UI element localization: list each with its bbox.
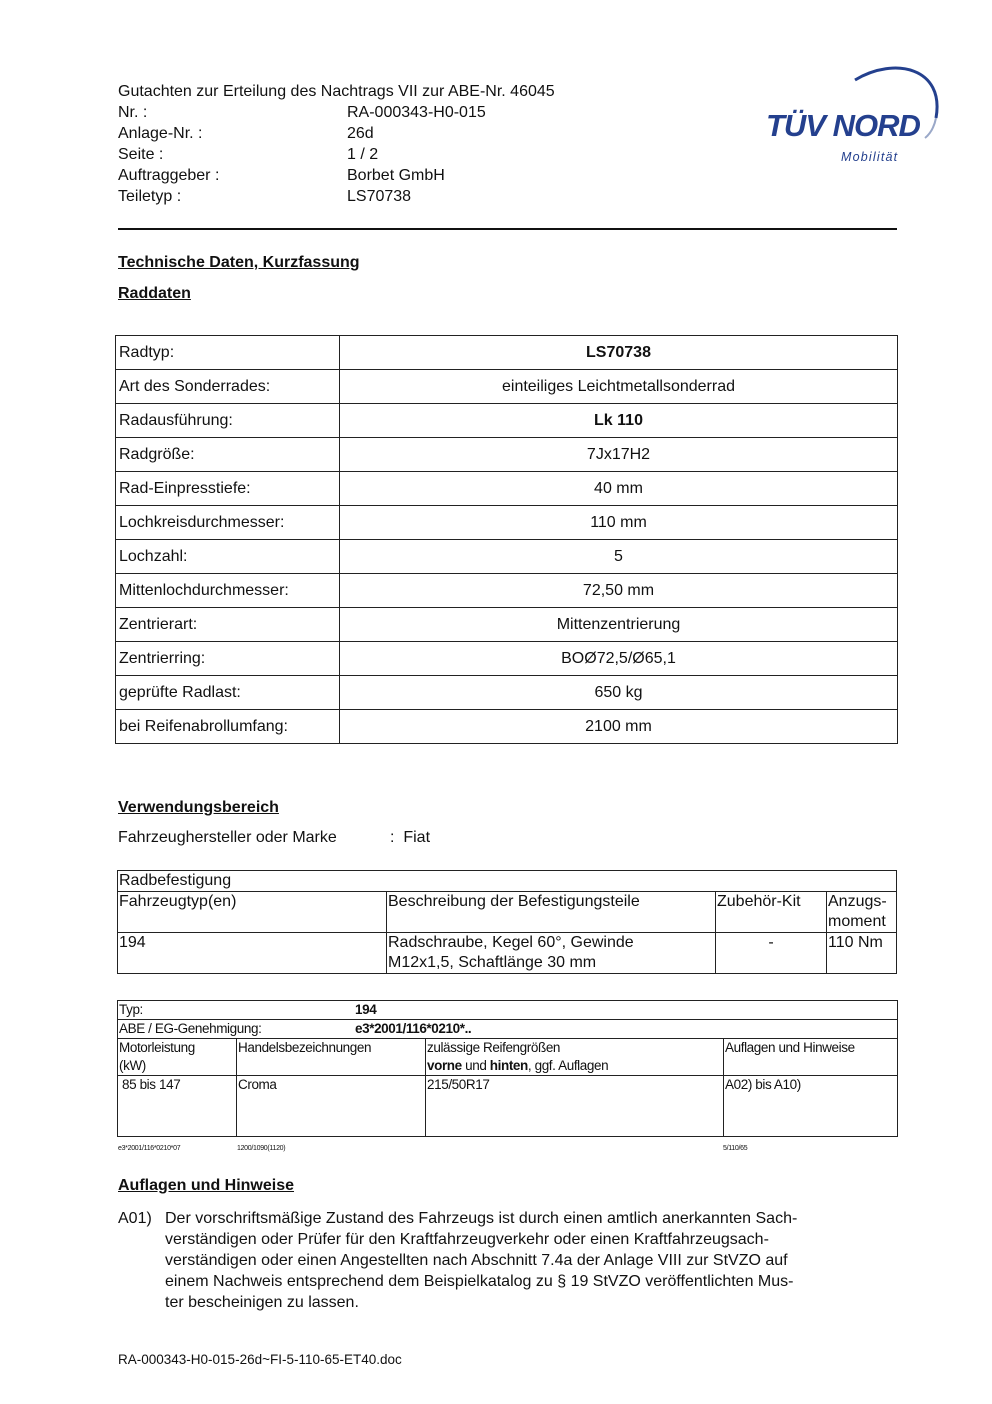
header-value: RA-000343-H0-015 — [347, 104, 486, 121]
table-cell-value: 5 — [340, 540, 898, 574]
header-value: 26d — [347, 125, 374, 142]
header-handelsbezeichnungen: Handelsbezeichnungen — [237, 1039, 426, 1076]
table-cell-value: 650 kg — [340, 676, 898, 710]
logo-wordmark: TÜV NORD — [766, 108, 920, 143]
note-code: A01) — [118, 1210, 152, 1227]
header-key: Seite : — [118, 146, 164, 163]
header-key: Nr. : — [118, 104, 148, 121]
table-cell-value: LS70738 — [340, 336, 898, 370]
text-vorne: vorne — [427, 1058, 462, 1073]
table-cell-key: Lochzahl: — [116, 540, 340, 574]
table-header-row — [118, 892, 897, 933]
header-divider — [118, 228, 897, 230]
text-hinten: hinten — [489, 1058, 528, 1073]
header-reifengroessen-line1: zulässige Reifengrößen — [427, 1040, 561, 1055]
cell-handelsbezeichnung: Croma — [237, 1076, 426, 1137]
table-cell-key: geprüfte Radlast: — [116, 676, 340, 710]
cell-fahrzeugtyp: 194 — [118, 933, 387, 974]
text-und: und — [461, 1058, 490, 1073]
table-row — [116, 676, 898, 710]
header-row-anlage — [118, 123, 678, 144]
table-cell-key: Radgröße: — [116, 438, 340, 472]
note-line: verständigen oder Prüfer für den Kraftfahrzeugverkehr oder einen Kraftfahrzeugsach- — [165, 1231, 769, 1248]
table-cell-key: Zentrierart: — [116, 608, 340, 642]
table-row — [116, 472, 898, 506]
table-cell-value: 40 mm — [340, 472, 898, 506]
typ-table — [117, 1000, 898, 1137]
table-row — [116, 336, 898, 370]
header-key: Auftraggeber : — [118, 167, 220, 184]
table-row — [118, 871, 897, 892]
header-motorleistung-line1: Motorleistung — [119, 1040, 195, 1055]
header-row-auftraggeber — [118, 165, 678, 186]
header-auflagen: Auflagen und Hinweise — [724, 1039, 898, 1076]
table-row — [116, 370, 898, 404]
manufacturer-label: Fahrzeughersteller oder Marke — [118, 829, 337, 846]
document-title: Gutachten zur Erteilung des Nachtrags VII zur ABE-Nr. 46045 — [118, 83, 555, 100]
table-row — [116, 404, 898, 438]
raddaten-table — [115, 335, 898, 744]
typ-footnote-left: e3*2001/116*0210*07 — [118, 1145, 181, 1152]
cell-anzugsmoment: 110 Nm — [827, 933, 897, 974]
table-cell-value: 2100 mm — [340, 710, 898, 744]
abe-label: ABE / EG-Genehmigung: — [119, 1021, 262, 1036]
section-heading-auflagen: Auflagen und Hinweise — [118, 1177, 295, 1194]
table-cell-value: Lk 110 — [340, 404, 898, 438]
tuv-nord-logo — [760, 58, 945, 173]
text-auflagen-hint: , ggf. Auflagen — [527, 1058, 609, 1073]
cell-beschreibung — [387, 933, 716, 974]
cell-motorleistung: 85 bis 147 — [118, 1076, 237, 1137]
table-row — [116, 540, 898, 574]
section-heading-verwendungsbereich: Verwendungsbereich — [118, 799, 279, 816]
typ-footnote-right: 5/110/65 — [723, 1145, 748, 1152]
section-heading-technische-daten: Technische Daten, Kurzfassung — [118, 254, 360, 271]
header-fahrzeugtyp: Fahrzeugtyp(en) — [118, 892, 387, 933]
table-cell-key: Radausführung: — [116, 404, 340, 438]
radbefestigung-table — [117, 870, 897, 974]
note-line: einem Nachweis entsprechend dem Beispielkatalog zu § 19 StVZO veröffentlichten Mus- — [165, 1273, 794, 1290]
table-cell-key: Radtyp: — [116, 336, 340, 370]
abe-cell — [118, 1020, 898, 1039]
table-row — [116, 710, 898, 744]
header-key: Teiletyp : — [118, 188, 182, 205]
table-cell-value: BOØ72,5/Ø65,1 — [340, 642, 898, 676]
manufacturer-line — [118, 827, 431, 848]
table-cell-key: Rad-Einpresstiefe: — [116, 472, 340, 506]
note-line: ter bescheinigen zu lassen. — [165, 1294, 359, 1311]
separator-colon: : — [390, 829, 395, 846]
typ-label: Typ: — [119, 1002, 143, 1017]
table-cell-key: Lochkreisdurchmesser: — [116, 506, 340, 540]
typ-header-row — [118, 1039, 898, 1076]
table-cell-key: Mittenlochdurchmesser: — [116, 574, 340, 608]
section-heading-raddaten: Raddaten — [118, 285, 191, 302]
typ-value: 194 — [355, 1002, 377, 1017]
cell-beschreibung-line1: Radschraube, Kegel 60°, Gewinde — [388, 934, 634, 951]
cell-beschreibung-line2: M12x1,5, Schaftlänge 30 mm — [388, 954, 597, 971]
document-filename: RA-000343-H0-015-26d~FI-5-110-65-ET40.doc — [118, 1352, 402, 1367]
table-row — [116, 642, 898, 676]
header-motorleistung — [118, 1039, 237, 1076]
table-title-cell: Radbefestigung — [118, 871, 897, 892]
table-cell-value: Mittenzentrierung — [340, 608, 898, 642]
cell-auflagen: A02) bis A10) — [724, 1076, 898, 1137]
header-anzugsmoment-line1: Anzugs- — [828, 893, 887, 910]
header-value: 1 / 2 — [347, 146, 379, 163]
table-row — [116, 574, 898, 608]
table-row — [118, 933, 897, 974]
logo-subtitle: Mobilität — [841, 150, 899, 164]
typ-cell — [118, 1001, 898, 1020]
table-row — [116, 438, 898, 472]
header-row-teiletyp — [118, 186, 678, 207]
abe-row — [118, 1020, 898, 1039]
note-line: Der vorschriftsmäßige Zustand des Fahrzeugs ist durch einen amtlich anerkannten Sach- — [165, 1210, 798, 1227]
cell-zubehoer-kit: - — [716, 933, 827, 974]
cell-reifengroesse: 215/50R17 — [426, 1076, 724, 1137]
header-key: Anlage-Nr. : — [118, 125, 203, 142]
header-reifengroessen-line2 — [427, 1057, 722, 1075]
table-row — [116, 608, 898, 642]
table-row — [116, 506, 898, 540]
header-beschreibung: Beschreibung der Befestigungsteile — [387, 892, 716, 933]
note-line: verständigen oder einen Angestellten nach Abschnitt 7.4a der Anlage VIII zur StVZO auf — [165, 1252, 788, 1269]
table-cell-value: einteiliges Leichtmetallsonderrad — [340, 370, 898, 404]
header-row-nr — [118, 102, 678, 123]
note-text — [165, 1208, 900, 1313]
table-row — [118, 1076, 898, 1137]
manufacturer-value: Fiat — [403, 829, 431, 846]
table-cell-key: Art des Sonderrades: — [116, 370, 340, 404]
header-row-seite — [118, 144, 678, 165]
manufacturer-separator — [390, 827, 430, 848]
header-reifengroessen — [426, 1039, 724, 1076]
header-zubehoer-kit: Zubehör-Kit — [716, 892, 827, 933]
typ-footnote-mid: 1200/1090(1120) — [237, 1145, 286, 1152]
table-cell-value: 110 mm — [340, 506, 898, 540]
header-anzugsmoment-line2: moment — [828, 913, 886, 930]
abe-value: e3*2001/116*0210*.. — [355, 1021, 472, 1036]
header-motorleistung-line2: (kW) — [119, 1058, 146, 1073]
typ-row — [118, 1001, 898, 1020]
table-cell-key: Zentrierring: — [116, 642, 340, 676]
header-value: Borbet GmbH — [347, 167, 445, 184]
header-anzugsmoment — [827, 892, 897, 933]
table-cell-key: bei Reifenabrollumfang: — [116, 710, 340, 744]
table-cell-value: 72,50 mm — [340, 574, 898, 608]
table-cell-value: 7Jx17H2 — [340, 438, 898, 472]
header-value: LS70738 — [347, 188, 412, 205]
